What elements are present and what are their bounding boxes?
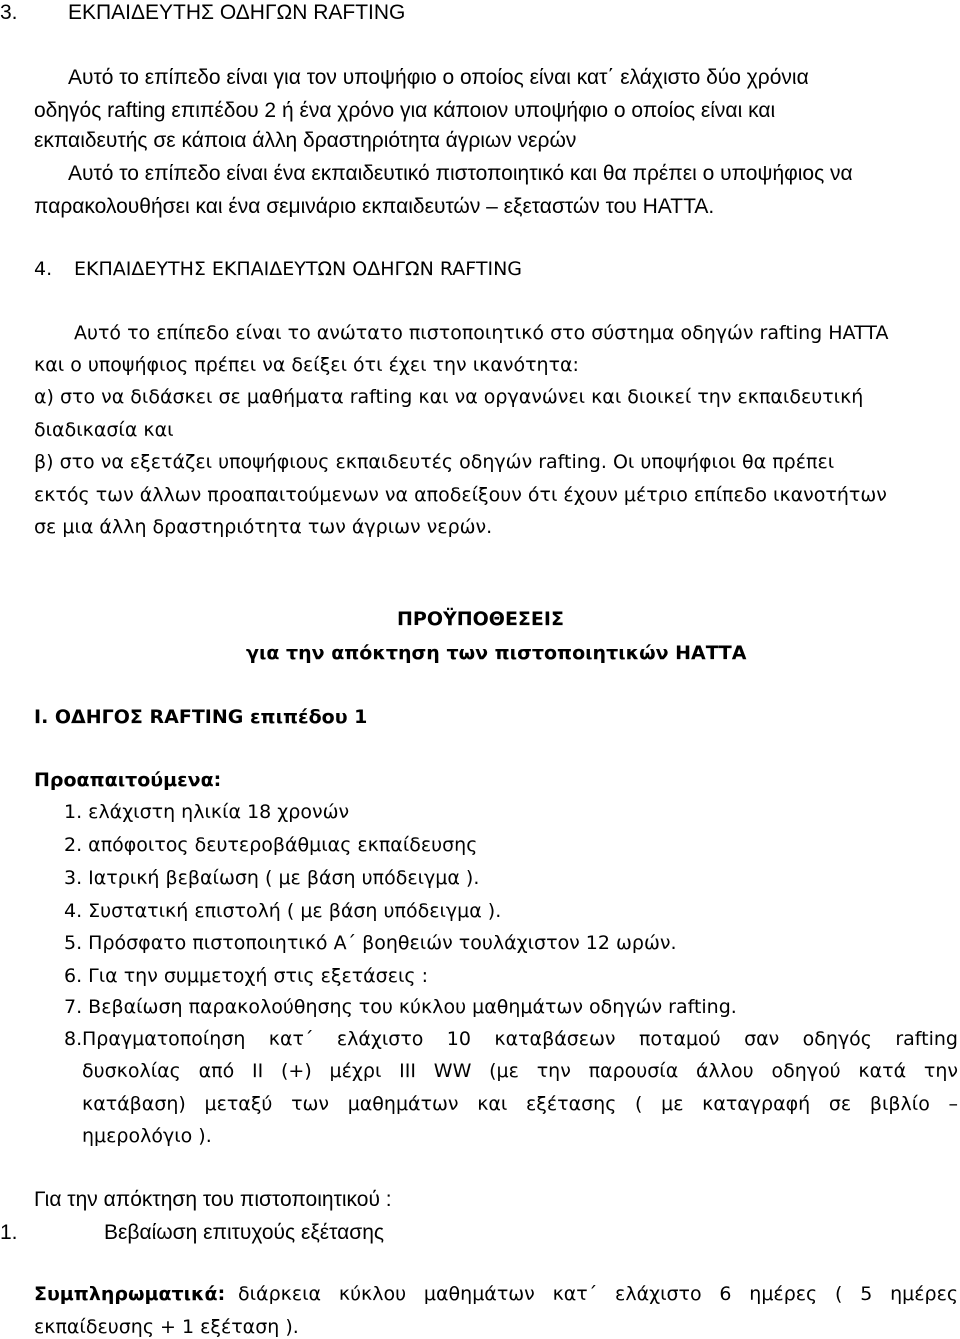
section-3-line: εκπαιδευτής σε κάποια άλλη δραστηριότητα άγριων νερών — [34, 129, 577, 152]
section-3-number: 3. — [0, 1, 18, 24]
level-1-heading: Ι. ΟΔΗΓΟΣ RAFTING επιπέδου 1 — [34, 706, 368, 728]
list-item: 5. Πρόσφατο πιστοποιητικό Α΄ βοηθειών τουλάχιστον 12 ωρών. — [64, 932, 677, 954]
list-item-line: ημερολόγιο ). — [82, 1125, 212, 1147]
list-item: 4. Συστατική επιστολή ( με βάση υπόδειγμα ). — [64, 900, 502, 922]
list-item: 7. Βεβαίωση παρακολούθησης του κύκλου μαθημάτων οδηγών rafting. — [64, 996, 737, 1018]
section-3-line: Αυτό το επίπεδο είναι για τον υποψήφιο ο οποίος είναι κατ΄ ελάχιστο δύο χρόνια — [68, 66, 809, 89]
supplementary-label: Συμπληρωματικά: — [34, 1283, 226, 1305]
section-3-line: παρακολουθήσει και ένα σεμινάριο εκπαιδευτών – εξεταστών του ΗΑΤΤΑ. — [34, 195, 715, 218]
obtain-label: Για την απόκτηση του πιστοποιητικού : — [34, 1188, 392, 1211]
section-4-line: α) στο να διδάσκει σε μαθήματα rafting και να οργανώνει και διοικεί την εκπαιδευτική — [34, 386, 864, 408]
prerequisites-title: ΠΡΟΫΠΟΘΕΣΕΙΣ — [397, 608, 564, 630]
list-item-line: Πραγματοποίηση κατ΄ ελάχιστο 10 καταβάσεων ποταμού σαν οδηγός rafting — [82, 1028, 958, 1050]
section-4-number: 4. — [34, 258, 53, 280]
section-3-line: Αυτό το επίπεδο είναι ένα εκπαιδευτικό πιστοποιητικό και θα πρέπει ο υποψήφιος να — [68, 162, 853, 185]
list-item: 6. Για την συμμετοχή στις εξετάσεις : — [64, 965, 429, 987]
list-item: 2. απόφοιτος δευτεροβάθμιας εκπαίδευσης — [64, 834, 478, 856]
obtain-number: 1. — [0, 1221, 18, 1244]
prerequisites-label: Προαπαιτούμενα: — [34, 769, 222, 791]
supplementary-text: εκπαίδευσης + 1 εξέταση ). — [34, 1316, 299, 1338]
list-item-line: δυσκολίας από ΙΙ (+) μέχρι ΙΙΙ WW (με την παρουσία άλλου οδηγού κατά την — [82, 1060, 958, 1082]
list-item: 1. ελάχιστη ηλικία 18 χρονών — [64, 801, 350, 823]
list-item-number: 8. — [64, 1028, 83, 1050]
section-4-line: και ο υποψήφιος πρέπει να δείξει ότι έχει την ικανότητα: — [34, 354, 579, 376]
prerequisites-subtitle: για την απόκτηση των πιστοποιητικών ΗΑΤΤΑ — [246, 642, 747, 664]
section-4-line: εκτός των άλλων προαπαιτούμενων να αποδείξουν ότι έχουν μέτριο επίπεδο ικανοτήτων — [34, 484, 887, 506]
section-3-line: οδηγός rafting επιπέδου 2 ή ένα χρόνο για κάποιον υποψήφιο ο οποίος είναι και — [34, 99, 776, 122]
obtain-item: Βεβαίωση επιτυχούς εξέτασης — [104, 1221, 385, 1244]
supplementary-text: διάρκεια κύκλου μαθημάτων κατ΄ ελάχιστο 6 ημέρες ( 5 ημέρες — [238, 1283, 958, 1305]
list-item-line: κατάβαση) μεταξύ των μαθημάτων και εξέτασης ( με καταγραφή σε βιβλίο – — [82, 1093, 958, 1115]
list-item: 3. Ιατρική βεβαίωση ( με βάση υπόδειγμα ). — [64, 867, 480, 889]
section-4-line: β) στο να εξετάζει υποψήφιους εκπαιδευτές οδηγών rafting. Οι υποψήφιοι θα πρέπει — [34, 451, 835, 473]
section-4-line: Αυτό το επίπεδο είναι το ανώτατο πιστοποιητικό στο σύστημα οδηγών rafting HATTA — [74, 322, 889, 344]
section-3-heading: ΕΚΠΑΙΔΕΥΤΗΣ ΟΔΗΓΩΝ RAFTING — [68, 1, 406, 24]
section-4-heading: ΕΚΠΑΙΔΕΥΤΗΣ ΕΚΠΑΙΔΕΥΤΩΝ ΟΔΗΓΩΝ RAFTING — [74, 258, 523, 280]
section-4-line: σε μια άλλη δραστηριότητα των άγριων νερών. — [34, 516, 493, 538]
section-4-line: διαδικασία και — [34, 419, 174, 441]
